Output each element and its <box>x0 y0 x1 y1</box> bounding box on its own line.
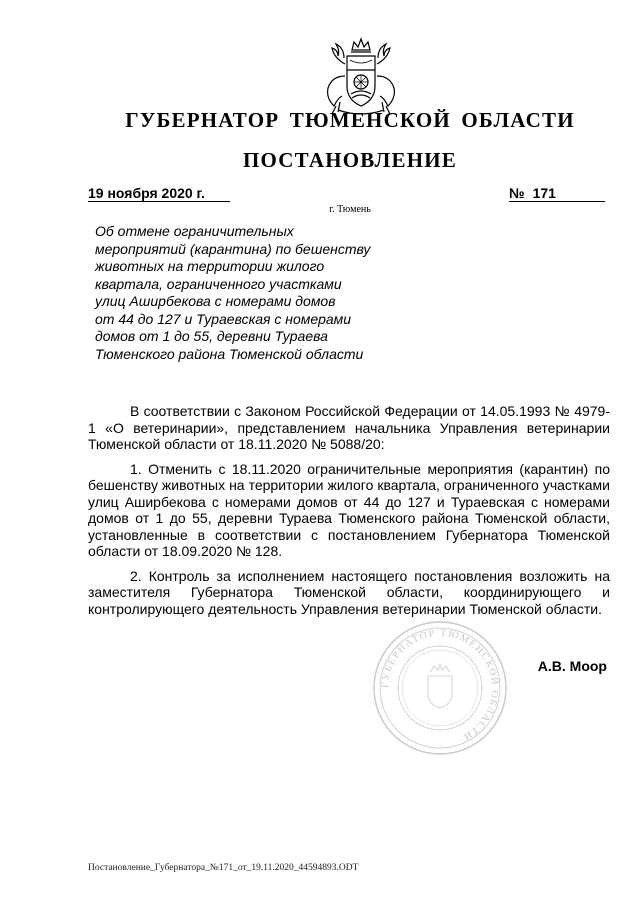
signatory-name: А.В. Моор <box>537 658 607 674</box>
subject-line: улиц Аширбекова с номерами домов <box>95 293 336 309</box>
document-number: 171 <box>532 185 556 201</box>
document-body <box>88 403 610 625</box>
tyumen-oblast-coat-of-arms-icon <box>316 36 406 118</box>
subject-line: мероприятий (карантина) по бешенству <box>95 240 371 257</box>
subject-line: квартала, ограниченного участками <box>95 275 342 292</box>
subject-line: Об отмене ограничительных <box>95 223 294 239</box>
stamp-lettering: ГУБЕРНАТОР ТЮМЕНСКОЙ ОБЛАСТИ <box>379 627 501 743</box>
document-subject <box>95 223 377 363</box>
issuer-title: ГУБЕРНАТОР ТЮМЕНСКОЙ ОБЛАСТИ <box>125 108 575 132</box>
subject-line: животных на территории жилого <box>95 258 325 274</box>
document-number-field <box>509 185 605 202</box>
official-seal-stamp-icon <box>370 618 510 758</box>
number-sign: № <box>509 185 525 201</box>
city-of-issue: г. Тюмень <box>329 204 371 215</box>
item-2-paragraph: 2. Контроль за исполнением настоящего постановления возложить на заместителя Губернатора Тюменской области, координирующего и контролирующего деятельность Управления ветеринарии Тюменской области. <box>88 567 610 617</box>
preamble-paragraph: В соответствии с Законом Российской Федерации от 14.05.1993 № 4979-1 «О ветеринарии», представлением начальника Управления ветеринарии Тюменской области от 18.11.2020 № 5088/20: <box>88 403 610 452</box>
subject-line: домов от 1 до 55, деревни Тураева <box>95 328 328 344</box>
subject-line: Тюменского района Тюменской области <box>95 345 364 362</box>
document-type-title: ПОСТАНОВЛЕНИЕ <box>242 148 458 172</box>
item-1-paragraph: 1. Отменить с 18.11.2020 ограничительные мероприятия (карантин) по бешенству животных на территории жилого квартала, ограниченного участками улиц Аширбекова с номерами домов от 44 до 127 и Тураевская с номерами домов от 1 до 55, деревни Тураева Тюменского района Тюменской области, установленные в соответствии с постановлением Губернатора Тюменской области от 18.09.2020 № 128. <box>88 460 610 559</box>
file-name-footer: Постановление_Губернатора_№171_от_19.11.2020_44594893.ODT <box>88 863 359 873</box>
subject-line: от 44 до 127 и Тураевская с номерами <box>95 310 352 327</box>
document-date: 19 ноября 2020 г. <box>88 185 230 202</box>
